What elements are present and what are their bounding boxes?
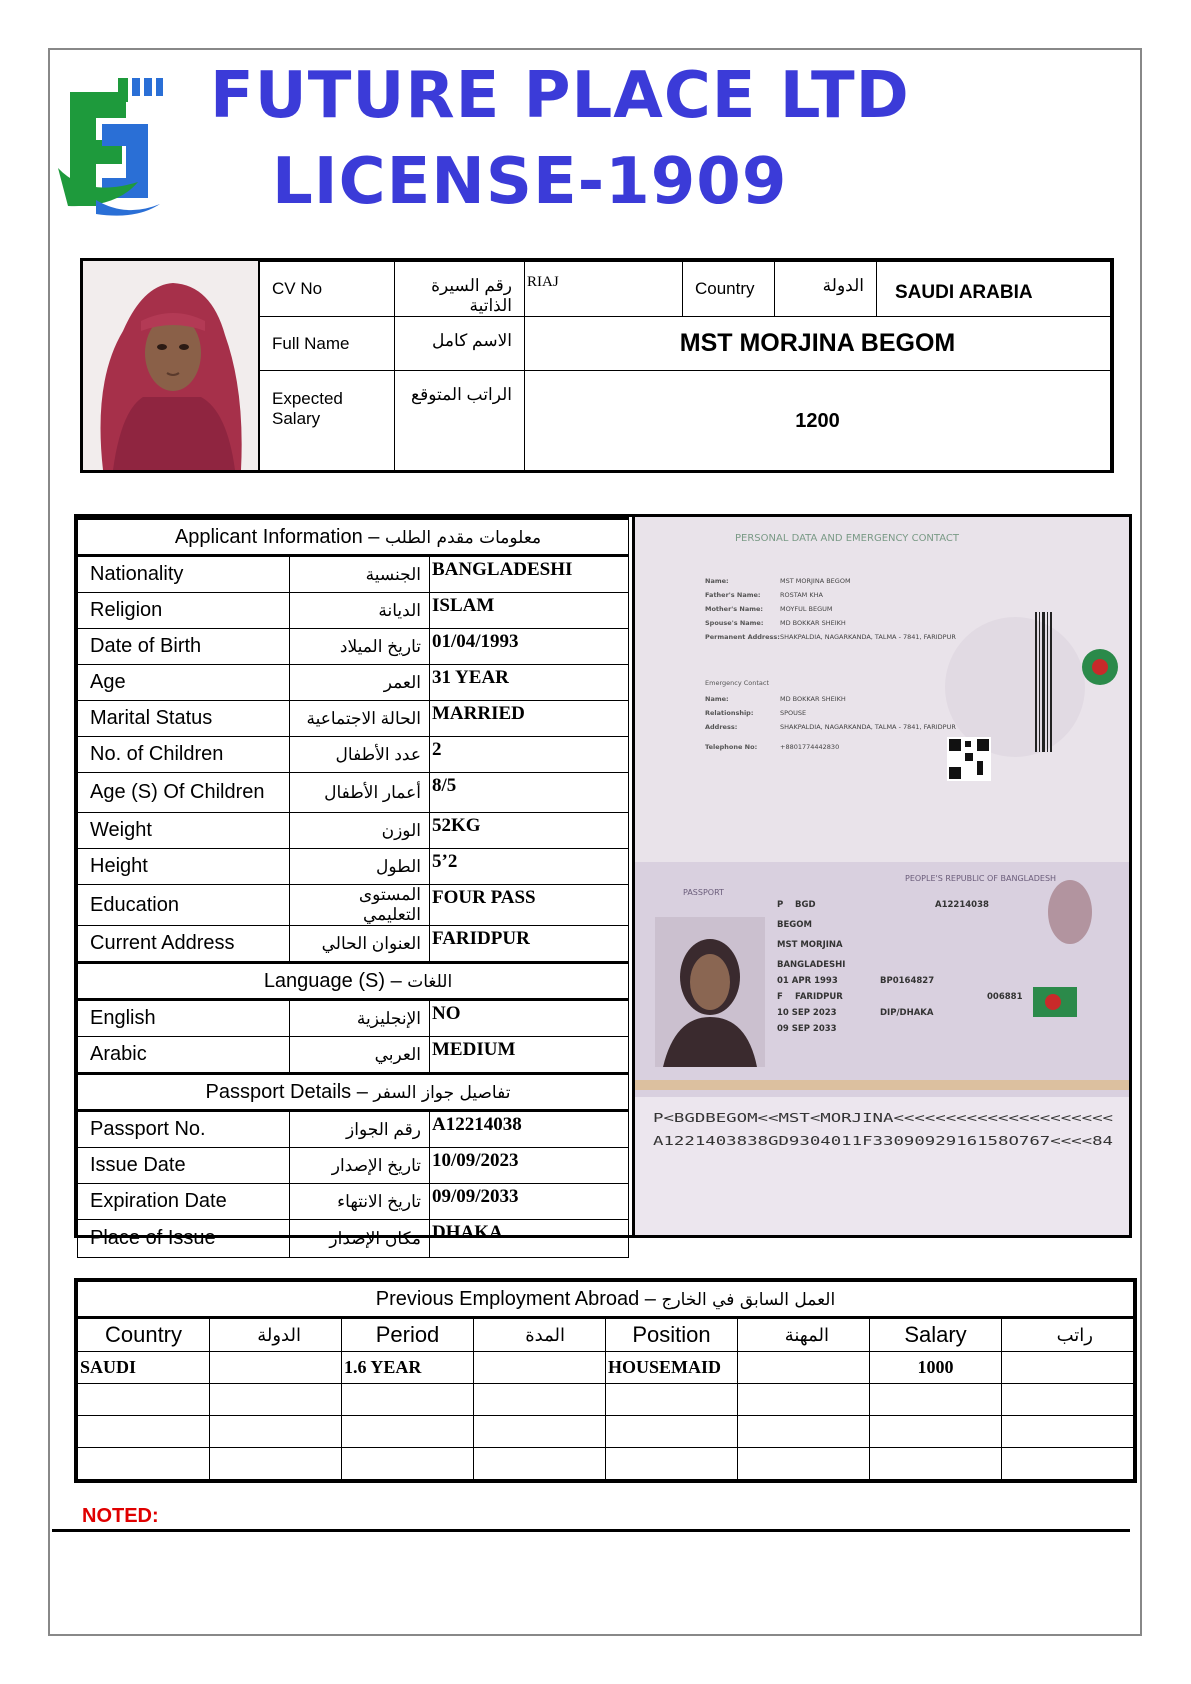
field-value: A12214038: [430, 1111, 629, 1148]
field-value: 52KG: [430, 813, 629, 849]
expected-salary-value: 1200: [525, 371, 1111, 472]
applicant-info-heading-text: Applicant Information –: [174, 525, 385, 548]
field-label-ar: أعمار الأطفال: [290, 773, 430, 813]
country-label: Country: [683, 262, 775, 317]
noted-label: NOTED:: [82, 1505, 159, 1527]
passport-mrz-line2: A1221403838GD9304011F3309092916158O767<<<<84: [653, 1134, 1113, 1148]
field-value: MEDIUM: [430, 1037, 629, 1074]
info-row: [78, 1184, 629, 1220]
cell-salary: 1000: [870, 1352, 1002, 1384]
cell-salary: [870, 1384, 1002, 1416]
applicant-info-table: [77, 517, 629, 1258]
info-row: [78, 813, 629, 849]
passport-label: PASSPORT: [683, 888, 724, 897]
expected-salary-label: Expected Salary: [260, 371, 395, 472]
field-label: Marital Status: [78, 701, 290, 737]
passport-field-key: Name:: [705, 577, 729, 585]
cell-empty: [738, 1384, 870, 1416]
passport-details-heading-text-ar: تفاصيل جواز السفر: [373, 1082, 511, 1103]
cell-empty: [210, 1384, 342, 1416]
column-header: Salary: [870, 1318, 1002, 1352]
info-row: [78, 1220, 629, 1258]
field-value: FOUR PASS: [430, 885, 629, 926]
field-value: MARRIED: [430, 701, 629, 737]
passport-mrz-line1: P<BGDBEGOM<<MST<MORJINA<<<<<<<<<<<<<<<<<<<<<: [653, 1111, 1113, 1125]
column-header-ar: الدولة: [210, 1318, 342, 1352]
passport-details-heading: [78, 1074, 629, 1111]
field-label: Issue Date: [78, 1148, 290, 1184]
passport-country-heading: PEOPLE'S REPUBLIC OF BANGLADESH: [905, 874, 1057, 883]
cell-period: [342, 1416, 474, 1448]
employment-header-row: [78, 1318, 1134, 1352]
field-label-ar: عدد الأطفال: [290, 737, 430, 773]
passport-field-key: Permanent Address:: [705, 633, 780, 641]
expected-salary-label-ar: الراتب المتوقع: [395, 371, 525, 472]
passport-bio-value: BP0164827: [880, 976, 935, 986]
passport-field-key: Spouse's Name:: [705, 619, 764, 627]
qr-code-icon: [947, 737, 991, 781]
cell-empty: [210, 1352, 342, 1384]
cv-no-label: CV No: [260, 262, 395, 317]
passport-field-key: Relationship:: [705, 709, 754, 717]
field-label-ar: المستوى التعليمي: [290, 885, 430, 926]
cell-salary: [870, 1416, 1002, 1448]
company-title: FUTURE PLACE LTD: [210, 59, 910, 133]
passport-field-key: Father's Name:: [705, 591, 761, 599]
field-label: Current Address: [78, 926, 290, 963]
column-header-ar: المهنة: [738, 1318, 870, 1352]
employment-title: [78, 1282, 1134, 1318]
passport-field-value: MST MORJINA BEGOM: [780, 577, 851, 585]
country-label-ar: الدولة: [775, 262, 877, 317]
field-label: Age: [78, 665, 290, 701]
passport-field-value: SPOUSE: [780, 709, 807, 717]
passport-field-value: +8801774442830: [780, 743, 840, 751]
cell-period: [342, 1384, 474, 1416]
field-value: FARIDPUR: [430, 926, 629, 963]
field-label-ar: الطول: [290, 849, 430, 885]
passport-bio-value: DIP/DHAKA: [880, 1008, 934, 1018]
field-label: Passport No.: [78, 1111, 290, 1148]
cell-position: [606, 1384, 738, 1416]
cell-empty: [474, 1448, 606, 1480]
noted-divider: [52, 1529, 1130, 1532]
passport-details-heading-row: [78, 1074, 629, 1111]
language-heading-text-ar: اللغات: [407, 971, 453, 992]
passport-emergency-heading: Emergency Contact: [705, 679, 770, 687]
applicant-photo: [83, 261, 259, 470]
column-header-ar: المدة: [474, 1318, 606, 1352]
info-row: [78, 701, 629, 737]
field-label: Age (S) Of Children: [78, 773, 290, 813]
field-label: Place of Issue: [78, 1220, 290, 1258]
cell-empty: [210, 1448, 342, 1480]
field-value: 5’2: [430, 849, 629, 885]
company-name: [210, 58, 910, 230]
field-label-ar: مكان الإصدار: [290, 1220, 430, 1258]
previous-employment-table: [77, 1281, 1134, 1480]
info-row: [78, 1000, 629, 1037]
cv-summary-block: [80, 258, 1114, 473]
field-value: DHAKA: [430, 1220, 629, 1258]
field-value: ISLAM: [430, 593, 629, 629]
employment-title-row: [78, 1282, 1134, 1318]
cv-summary-table: [259, 261, 1111, 472]
field-label-ar: الحالة الاجتماعية: [290, 701, 430, 737]
fp-logo-icon: [56, 78, 164, 220]
passport-field-value: SHAKPALDIA, NAGARKANDA, TALMA - 7841, FARIDPUR: [780, 633, 956, 641]
field-label: English: [78, 1000, 290, 1037]
field-label-ar: العنوان الحالي: [290, 926, 430, 963]
full-name-label-ar: الاسم كامل: [395, 317, 525, 371]
cell-position: [606, 1448, 738, 1480]
field-label-ar: العمر: [290, 665, 430, 701]
cell-empty: [738, 1352, 870, 1384]
info-row: [78, 1037, 629, 1074]
field-value: BANGLADESHI: [430, 556, 629, 593]
table-row: [78, 1448, 1134, 1480]
passport-bio-value: A12214038: [935, 900, 989, 910]
field-value: 09/09/2033: [430, 1184, 629, 1220]
info-row: [78, 1111, 629, 1148]
cell-empty: [738, 1448, 870, 1480]
field-label: Education: [78, 885, 290, 926]
cv-no-label-ar: رقم السيرة الذاتية: [395, 262, 525, 317]
passport-bio-value: FARIDPUR: [795, 992, 843, 1002]
cell-empty: [474, 1416, 606, 1448]
passport-field-value: SHAKPALDIA, NAGARKANDA, TALMA - 7841, FARIDPUR: [780, 723, 956, 731]
passport-bio-value: BGD: [795, 900, 816, 910]
cell-period: 1.6 YEAR: [342, 1352, 474, 1384]
field-value: 2: [430, 737, 629, 773]
language-heading-text: Language (S) –: [263, 969, 408, 992]
info-row: [78, 665, 629, 701]
info-row: [78, 737, 629, 773]
cell-position: [606, 1416, 738, 1448]
passport-bio-value: P: [777, 900, 784, 910]
table-row: [78, 1416, 1134, 1448]
passport-field-key: Address:: [705, 723, 738, 731]
info-row: [78, 849, 629, 885]
passport-field-key: Telephone No:: [705, 743, 758, 751]
passport-scan: [632, 517, 1129, 1235]
field-value: 31 YEAR: [430, 665, 629, 701]
field-label-ar: العربي: [290, 1037, 430, 1074]
applicant-info-heading-text-ar: معلومات مقدم الطلب: [384, 527, 542, 548]
passport-bio-value: BANGLADESHI: [777, 960, 846, 970]
cell-empty: [474, 1352, 606, 1384]
passport-bio-value: 10 SEP 2023: [777, 1008, 837, 1018]
field-label-ar: الجنسية: [290, 556, 430, 593]
column-header: Country: [78, 1318, 210, 1352]
field-label-ar: تاريخ الميلاد: [290, 629, 430, 665]
passport-bio-value: 09 SEP 2033: [777, 1024, 837, 1034]
cell-empty: [1002, 1384, 1134, 1416]
passport-details-heading-text: Passport Details –: [205, 1080, 374, 1103]
employment-title-text: Previous Employment Abroad –: [375, 1287, 662, 1310]
passport-field-key: Name:: [705, 695, 729, 703]
cell-country: [78, 1384, 210, 1416]
field-label: Height: [78, 849, 290, 885]
passport-bio-value: F: [777, 992, 783, 1002]
info-row: [78, 926, 629, 963]
info-row: [78, 885, 629, 926]
column-header: Position: [606, 1318, 738, 1352]
cell-salary: [870, 1448, 1002, 1480]
license-number: LICENSE-1909: [272, 145, 788, 219]
field-value: 01/04/1993: [430, 629, 629, 665]
field-label-ar: رقم الجواز: [290, 1111, 430, 1148]
cell-empty: [738, 1416, 870, 1448]
full-name-label: Full Name: [260, 317, 395, 371]
info-row: [78, 1148, 629, 1184]
passport-bio-value: BEGOM: [777, 920, 812, 930]
cell-period: [342, 1448, 474, 1480]
passport-field-value: MD BOKKAR SHEIKH: [780, 619, 846, 627]
cell-empty: [1002, 1416, 1134, 1448]
info-row: [78, 593, 629, 629]
field-label-ar: الوزن: [290, 813, 430, 849]
applicant-info-block: [74, 514, 1132, 1249]
field-value: NO: [430, 1000, 629, 1037]
field-value: 8/5: [430, 773, 629, 813]
info-row: [78, 629, 629, 665]
previous-employment-block: [74, 1278, 1137, 1483]
field-label-ar: تاريخ الإصدار: [290, 1148, 430, 1184]
field-label: Weight: [78, 813, 290, 849]
info-row: [78, 556, 629, 593]
field-label: Arabic: [78, 1037, 290, 1074]
language-heading-row: [78, 963, 629, 1000]
column-header: Period: [342, 1318, 474, 1352]
cell-country: SAUDI: [78, 1352, 210, 1384]
passport-bio-value: 01 APR 1993: [777, 976, 838, 986]
field-label-ar: الديانة: [290, 593, 430, 629]
field-label: Expiration Date: [78, 1184, 290, 1220]
passport-field-value: MD BOKKAR SHEIKH: [780, 695, 846, 703]
field-label: Date of Birth: [78, 629, 290, 665]
field-value: 10/09/2023: [430, 1148, 629, 1184]
cell-empty: [474, 1384, 606, 1416]
field-label: Nationality: [78, 556, 290, 593]
country-value: SAUDI ARABIA: [877, 262, 1111, 317]
cell-empty: [1002, 1448, 1134, 1480]
full-name-value: MST MORJINA BEGOM: [525, 317, 1111, 371]
language-heading: [78, 963, 629, 1000]
table-row: [78, 1384, 1134, 1416]
cell-position: HOUSEMAID: [606, 1352, 738, 1384]
field-label-ar: الإنجليزية: [290, 1000, 430, 1037]
table-row: [78, 1352, 1134, 1384]
field-label: Religion: [78, 593, 290, 629]
field-label: No. of Children: [78, 737, 290, 773]
passport-field-value: ROSTAM KHA: [780, 591, 823, 599]
passport-bio-value: 006881: [987, 992, 1023, 1002]
employment-title-text-ar: العمل السابق في الخارج: [661, 1289, 836, 1310]
passport-data-heading: PERSONAL DATA AND EMERGENCY CONTACT: [735, 533, 960, 544]
column-header-ar: راتب: [1002, 1318, 1134, 1352]
passport-field-key: Mother's Name:: [705, 605, 764, 613]
cell-empty: [210, 1416, 342, 1448]
passport-bio-value: MST MORJINA: [777, 940, 843, 950]
cell-country: [78, 1416, 210, 1448]
cell-empty: [1002, 1352, 1134, 1384]
info-row: [78, 773, 629, 813]
applicant-info-heading: [78, 519, 629, 556]
applicant-info-heading-row: [78, 519, 629, 556]
passport-field-value: MOYFUL BEGUM: [780, 605, 833, 613]
field-label-ar: تاريخ الانتهاء: [290, 1184, 430, 1220]
cv-no-value: RIAJ: [525, 262, 683, 317]
cell-country: [78, 1448, 210, 1480]
